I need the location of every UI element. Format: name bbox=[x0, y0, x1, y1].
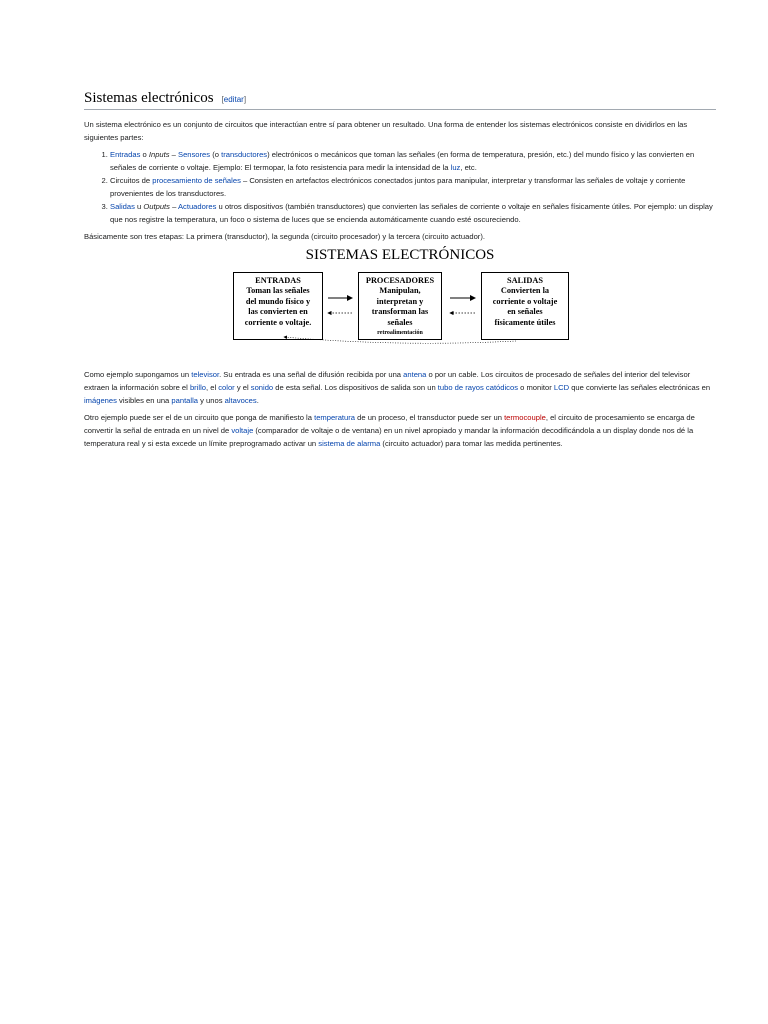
temperature-example-paragraph: Otro ejemplo puede ser el de un circuito que ponga de manifiesto la temperatura de un proceso, el transductor puede ser un termocouple, el circuito de procesamiento se encarga de convertir la señal de entrada en un nivel de voltaje (comparador de voltaje o de ventana) en un nivel apropiado y mandar la información decodificándola a un display donde nos dé la temperatura real y si esta excede un límite preprogramado activar un sistema de alarma (circuito actuador) para tomar las medida pertinentes. bbox=[84, 413, 695, 448]
link-pantalla[interactable]: pantalla bbox=[171, 396, 199, 405]
link-voltaje[interactable]: voltaje bbox=[231, 426, 254, 435]
link-transductores[interactable]: transductores bbox=[221, 150, 268, 159]
link-lcd[interactable]: LCD bbox=[553, 383, 570, 392]
list-item-outputs: 3. Salidas u Outputs – Actuadores u otros dispositivos (también transductores) que convierten las señales de corriente o voltaje en señales físicamente útiles. Por ejemplo: un display que nos registre la temperatura, un foco o sistema de luces que se encienda automáticamente cuando esté oscureciendo. bbox=[110, 200, 716, 226]
link-temperatura[interactable]: temperatura bbox=[314, 413, 356, 422]
link-luz[interactable]: luz bbox=[450, 163, 461, 172]
stages-paragraph: Básicamente son tres etapas: La primera (transductor), la segunda (circuito procesador) y la tercera (circuito actuador). bbox=[84, 232, 485, 241]
link-antena[interactable]: antena bbox=[403, 370, 427, 379]
feedback-arrow bbox=[284, 337, 516, 343]
list-item-processing: 2. Circuitos de procesamiento de señales – Consisten en artefactos electrónicos conectados juntos para manipular, interpretar y transformar las señales de voltaje y corriente provenientes de los transductores. bbox=[110, 174, 716, 200]
inputs-box: ENTRADAS Toman las señales del mundo físico y las convierten en corriente o voltaje. bbox=[233, 272, 323, 340]
link-actuadores[interactable]: Actuadores bbox=[177, 202, 217, 211]
link-procesamiento-senales[interactable]: procesamiento de señales bbox=[152, 176, 241, 185]
edit-section: [editar] bbox=[221, 95, 247, 104]
link-entradas[interactable]: Entradas bbox=[110, 150, 141, 159]
link-brillo[interactable]: brillo bbox=[189, 383, 206, 392]
link-salidas[interactable]: Salidas bbox=[110, 202, 135, 211]
diagram-title: SISTEMAS ELECTRÓNICOS bbox=[305, 247, 495, 263]
link-termocouple[interactable]: termocouple bbox=[504, 413, 546, 422]
tv-example-paragraph: Como ejemplo supongamos un televisor. Su entrada es una señal de difusión recibida por una antena o por un cable. Los circuitos de procesado de señales del interior del televisor extraen la información sobre el brillo, el color y el sonido de esta señal. Los dispositivos de salida son un tubo de rayos catódicos o monitor LCD que convierte las señales electrónicas en imágenes visibles en una pantalla y unos altavoces. bbox=[84, 370, 711, 405]
article-content bbox=[84, 90, 716, 454]
link-color[interactable]: color bbox=[218, 383, 235, 392]
edit-section-link[interactable]: editar bbox=[223, 95, 244, 104]
outputs-box: SALIDAS Convierten la corriente o voltaje en señales físicamente útiles bbox=[481, 272, 569, 340]
link-sonido[interactable]: sonido bbox=[250, 383, 274, 392]
parts-list bbox=[84, 148, 716, 226]
intro-paragraph: Un sistema electrónico es un conjunto de circuitos que interactúan entre sí para obtener un resultado. Una forma de entender los sistemas electrónicos consiste en dividirlos en las siguientes partes: bbox=[84, 120, 688, 142]
link-tubo-rayos-catodicos[interactable]: tubo de rayos catódicos bbox=[437, 383, 519, 392]
link-sensores[interactable]: Sensores bbox=[178, 150, 211, 159]
list-item-inputs: 1. Entradas o Inputs – Sensores (o transductores) electrónicos o mecánicos que toman las señales (en forma de temperatura, presión, etc.) del mundo físico y las convierten en señales de corriente o voltaje. Ejemplo: El termopar, la foto resistencia para medir la intensidad de la luz, etc. bbox=[110, 148, 716, 174]
processors-box: PROCESADORES Manipulan, interpretan y transforman las señales bbox=[358, 272, 442, 340]
section-heading bbox=[84, 90, 716, 110]
link-altavoces[interactable]: altavoces bbox=[224, 396, 257, 405]
feedback-label: retroalimentación bbox=[377, 330, 423, 336]
link-sistema-de-alarma[interactable]: sistema de alarma bbox=[318, 439, 381, 448]
link-televisor[interactable]: televisor bbox=[191, 370, 220, 379]
link-imagenes[interactable]: imágenes bbox=[84, 396, 117, 405]
system-diagram bbox=[84, 247, 716, 362]
diagram-arrows bbox=[84, 247, 716, 362]
section-title: Sistemas electrónicos bbox=[84, 90, 214, 106]
